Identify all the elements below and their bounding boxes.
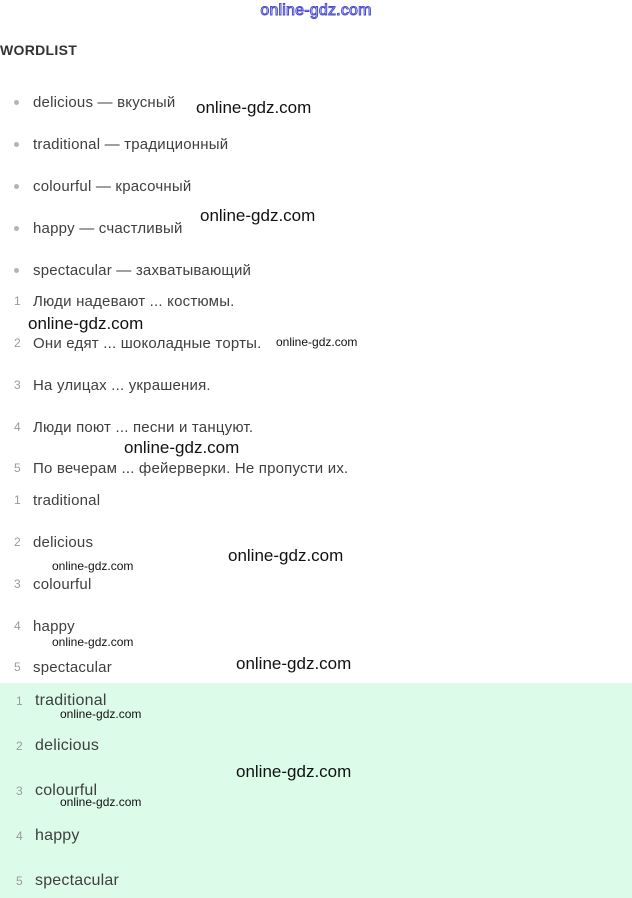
wordlist-item-text: traditional — традиционный	[33, 135, 229, 153]
sentence-text: Они едят ... шоколадные торты.	[33, 334, 262, 352]
sentence-text: Люди поют ... песни и танцуют.	[33, 418, 254, 436]
site-header	[0, 0, 632, 26]
watermark: online-gdz.com	[228, 546, 344, 565]
sentence-number: 1	[14, 294, 21, 308]
sentence-number: 2	[14, 336, 21, 350]
watermark: online-gdz.com	[200, 206, 316, 225]
watermark: online-gdz.com	[276, 335, 358, 349]
option-number: 5	[14, 660, 21, 674]
bullet-icon	[14, 268, 19, 273]
option-number: 4	[14, 619, 21, 633]
watermark: online-gdz.com	[60, 707, 142, 721]
bullet-icon	[14, 226, 19, 231]
answer-number: 1	[16, 694, 23, 708]
wordlist-heading: WORDLIST	[0, 42, 78, 58]
wordlist-item-text: spectacular — захватывающий	[33, 261, 252, 279]
answer-number: 5	[16, 874, 23, 888]
option-text: delicious	[33, 533, 94, 551]
answer-number: 3	[16, 784, 23, 798]
option-number: 3	[14, 577, 21, 591]
wordlist-item-text: happy — счастливый	[33, 219, 183, 237]
sentence-text: По вечерам ... фейерверки. Не пропусти их.	[33, 459, 349, 477]
answer-text: colourful	[35, 782, 98, 799]
option-number: 1	[14, 493, 21, 507]
answer-number: 4	[16, 829, 23, 843]
watermark: online-gdz.com	[124, 438, 240, 457]
answer-text: traditional	[35, 692, 107, 709]
sentence-text: На улицах ... украшения.	[33, 376, 211, 394]
bullet-icon	[14, 100, 19, 105]
answer-text: delicious	[35, 737, 100, 754]
watermark: online-gdz.com	[52, 559, 134, 573]
option-number: 2	[14, 535, 21, 549]
bullet-icon	[14, 184, 19, 189]
watermark: online-gdz.com	[60, 795, 142, 809]
answer-text: spectacular	[35, 872, 120, 889]
wordlist-item-text: delicious — вкусный	[33, 93, 176, 111]
watermark: online-gdz.com	[236, 654, 352, 673]
option-text: traditional	[33, 491, 101, 509]
option-text: spectacular	[33, 658, 112, 676]
sentence-number: 4	[14, 420, 21, 434]
sentence-number: 5	[14, 461, 21, 475]
site-logo[interactable]: online-gdz.com	[260, 2, 372, 19]
sentence-number: 3	[14, 378, 21, 392]
wordlist-item-text: colourful — красочный	[33, 177, 192, 195]
answer-text: happy	[35, 827, 80, 844]
bullet-icon	[14, 142, 19, 147]
answer-number: 2	[16, 739, 23, 753]
watermark: online-gdz.com	[28, 314, 144, 333]
watermark: online-gdz.com	[196, 98, 312, 117]
option-text: happy	[33, 617, 75, 635]
watermark: online-gdz.com	[52, 635, 134, 649]
watermark: online-gdz.com	[236, 762, 352, 781]
option-text: colourful	[33, 575, 92, 593]
sentence-text: Люди надевают ... костюмы.	[33, 292, 235, 310]
